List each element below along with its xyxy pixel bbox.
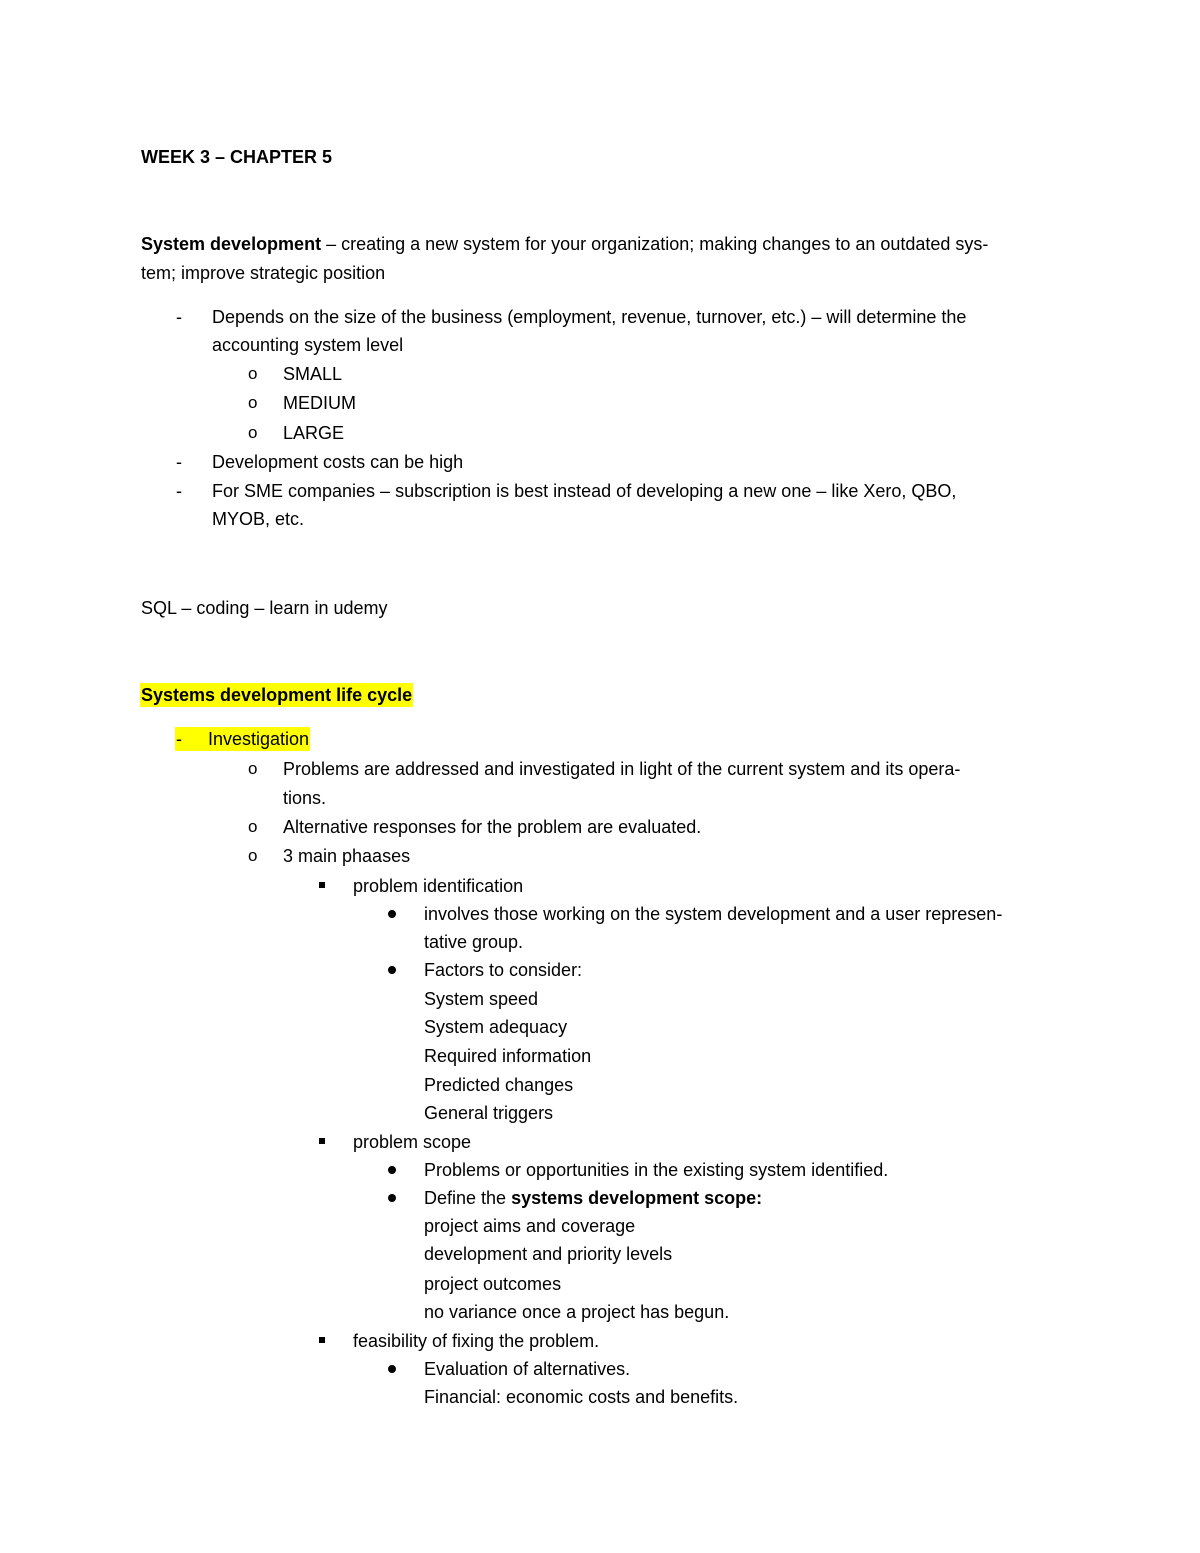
page-heading: WEEK 3 – CHAPTER 5 xyxy=(141,147,333,167)
square-bullet xyxy=(319,1337,325,1343)
system-development-definition xyxy=(141,233,988,255)
scope-define-prefix: Define the xyxy=(424,1188,512,1208)
dot-bullet xyxy=(388,910,396,918)
circle-bullet: o xyxy=(248,423,258,442)
circle-bullet: o xyxy=(248,393,258,412)
system-development-term: System development xyxy=(141,234,322,254)
sdlc-title-text: Systems development life cycle xyxy=(141,685,413,705)
identification-point-involves-cont: tative group. xyxy=(424,932,524,952)
identification-point-factors: Factors to consider: xyxy=(424,960,583,980)
scope-priority-levels: development and priority levels xyxy=(424,1244,673,1264)
factor-system-speed: System speed xyxy=(424,989,539,1009)
list-item-costs: Development costs can be high xyxy=(212,452,464,472)
scope-project-aims: project aims and coverage xyxy=(424,1216,636,1236)
system-development-definition-text: – creating a new system for your organization; making changes to an outdated sys- xyxy=(321,234,989,254)
dot-bullet xyxy=(388,1194,396,1202)
sdlc-title xyxy=(140,684,413,706)
factor-system-adequacy: System adequacy xyxy=(424,1017,568,1037)
dash-bullet: - xyxy=(176,307,182,327)
list-item-sme: For SME companies – subscription is best instead of developing a new one – like Xero, QBO, xyxy=(212,481,957,501)
phase-problem-scope: problem scope xyxy=(353,1132,472,1152)
list-item-size: Depends on the size of the business (employment, revenue, turnover, etc.) – will determine the xyxy=(212,307,967,327)
factor-general-triggers: General triggers xyxy=(424,1103,554,1123)
scope-no-variance: no variance once a project has begun. xyxy=(424,1302,730,1322)
system-development-definition-cont: tem; improve strategic position xyxy=(141,263,386,283)
size-medium: MEDIUM xyxy=(283,393,356,413)
investigation-item xyxy=(175,728,310,750)
scope-point-opportunities: Problems or opportunities in the existing system identified. xyxy=(424,1160,889,1180)
size-small: SMALL xyxy=(283,364,343,384)
investigation-point-problems: Problems are addressed and investigated in light of the current system and its opera- xyxy=(283,759,961,779)
phase-problem-identification: problem identification xyxy=(353,876,524,896)
circle-bullet: o xyxy=(248,759,258,778)
identification-point-involves: involves those working on the system development and a user represen- xyxy=(424,904,1003,924)
circle-bullet: o xyxy=(248,364,258,383)
list-item-size-cont: accounting system level xyxy=(212,335,404,355)
investigation-bullet: - xyxy=(175,727,188,751)
square-bullet xyxy=(319,1138,325,1144)
phase-feasibility: feasibility of fixing the problem. xyxy=(353,1331,600,1351)
dot-bullet xyxy=(388,1365,396,1373)
square-bullet xyxy=(319,882,325,888)
scope-define-bold: systems development scope: xyxy=(511,1188,763,1208)
dot-bullet xyxy=(388,1166,396,1174)
list-item-sme-cont: MYOB, etc. xyxy=(212,509,305,529)
feasibility-point-evaluation: Evaluation of alternatives. xyxy=(424,1359,631,1379)
factor-required-information: Required information xyxy=(424,1046,592,1066)
investigation-point-problems-cont: tions. xyxy=(283,788,327,808)
scope-point-define xyxy=(424,1187,762,1209)
dash-bullet: - xyxy=(176,452,182,472)
dash-bullet: - xyxy=(176,481,182,501)
sql-note: SQL – coding – learn in udemy xyxy=(141,598,388,618)
investigation-point-alternatives: Alternative responses for the problem are evaluated. xyxy=(283,817,702,837)
scope-project-outcomes: project outcomes xyxy=(424,1274,562,1294)
investigation-label: Investigation xyxy=(188,727,310,751)
dot-bullet xyxy=(388,966,396,974)
circle-bullet: o xyxy=(248,817,258,836)
circle-bullet: o xyxy=(248,846,258,865)
feasibility-financial: Financial: economic costs and benefits. xyxy=(424,1387,739,1407)
investigation-point-phases: 3 main phaases xyxy=(283,846,411,866)
size-large: LARGE xyxy=(283,423,345,443)
factor-predicted-changes: Predicted changes xyxy=(424,1075,574,1095)
